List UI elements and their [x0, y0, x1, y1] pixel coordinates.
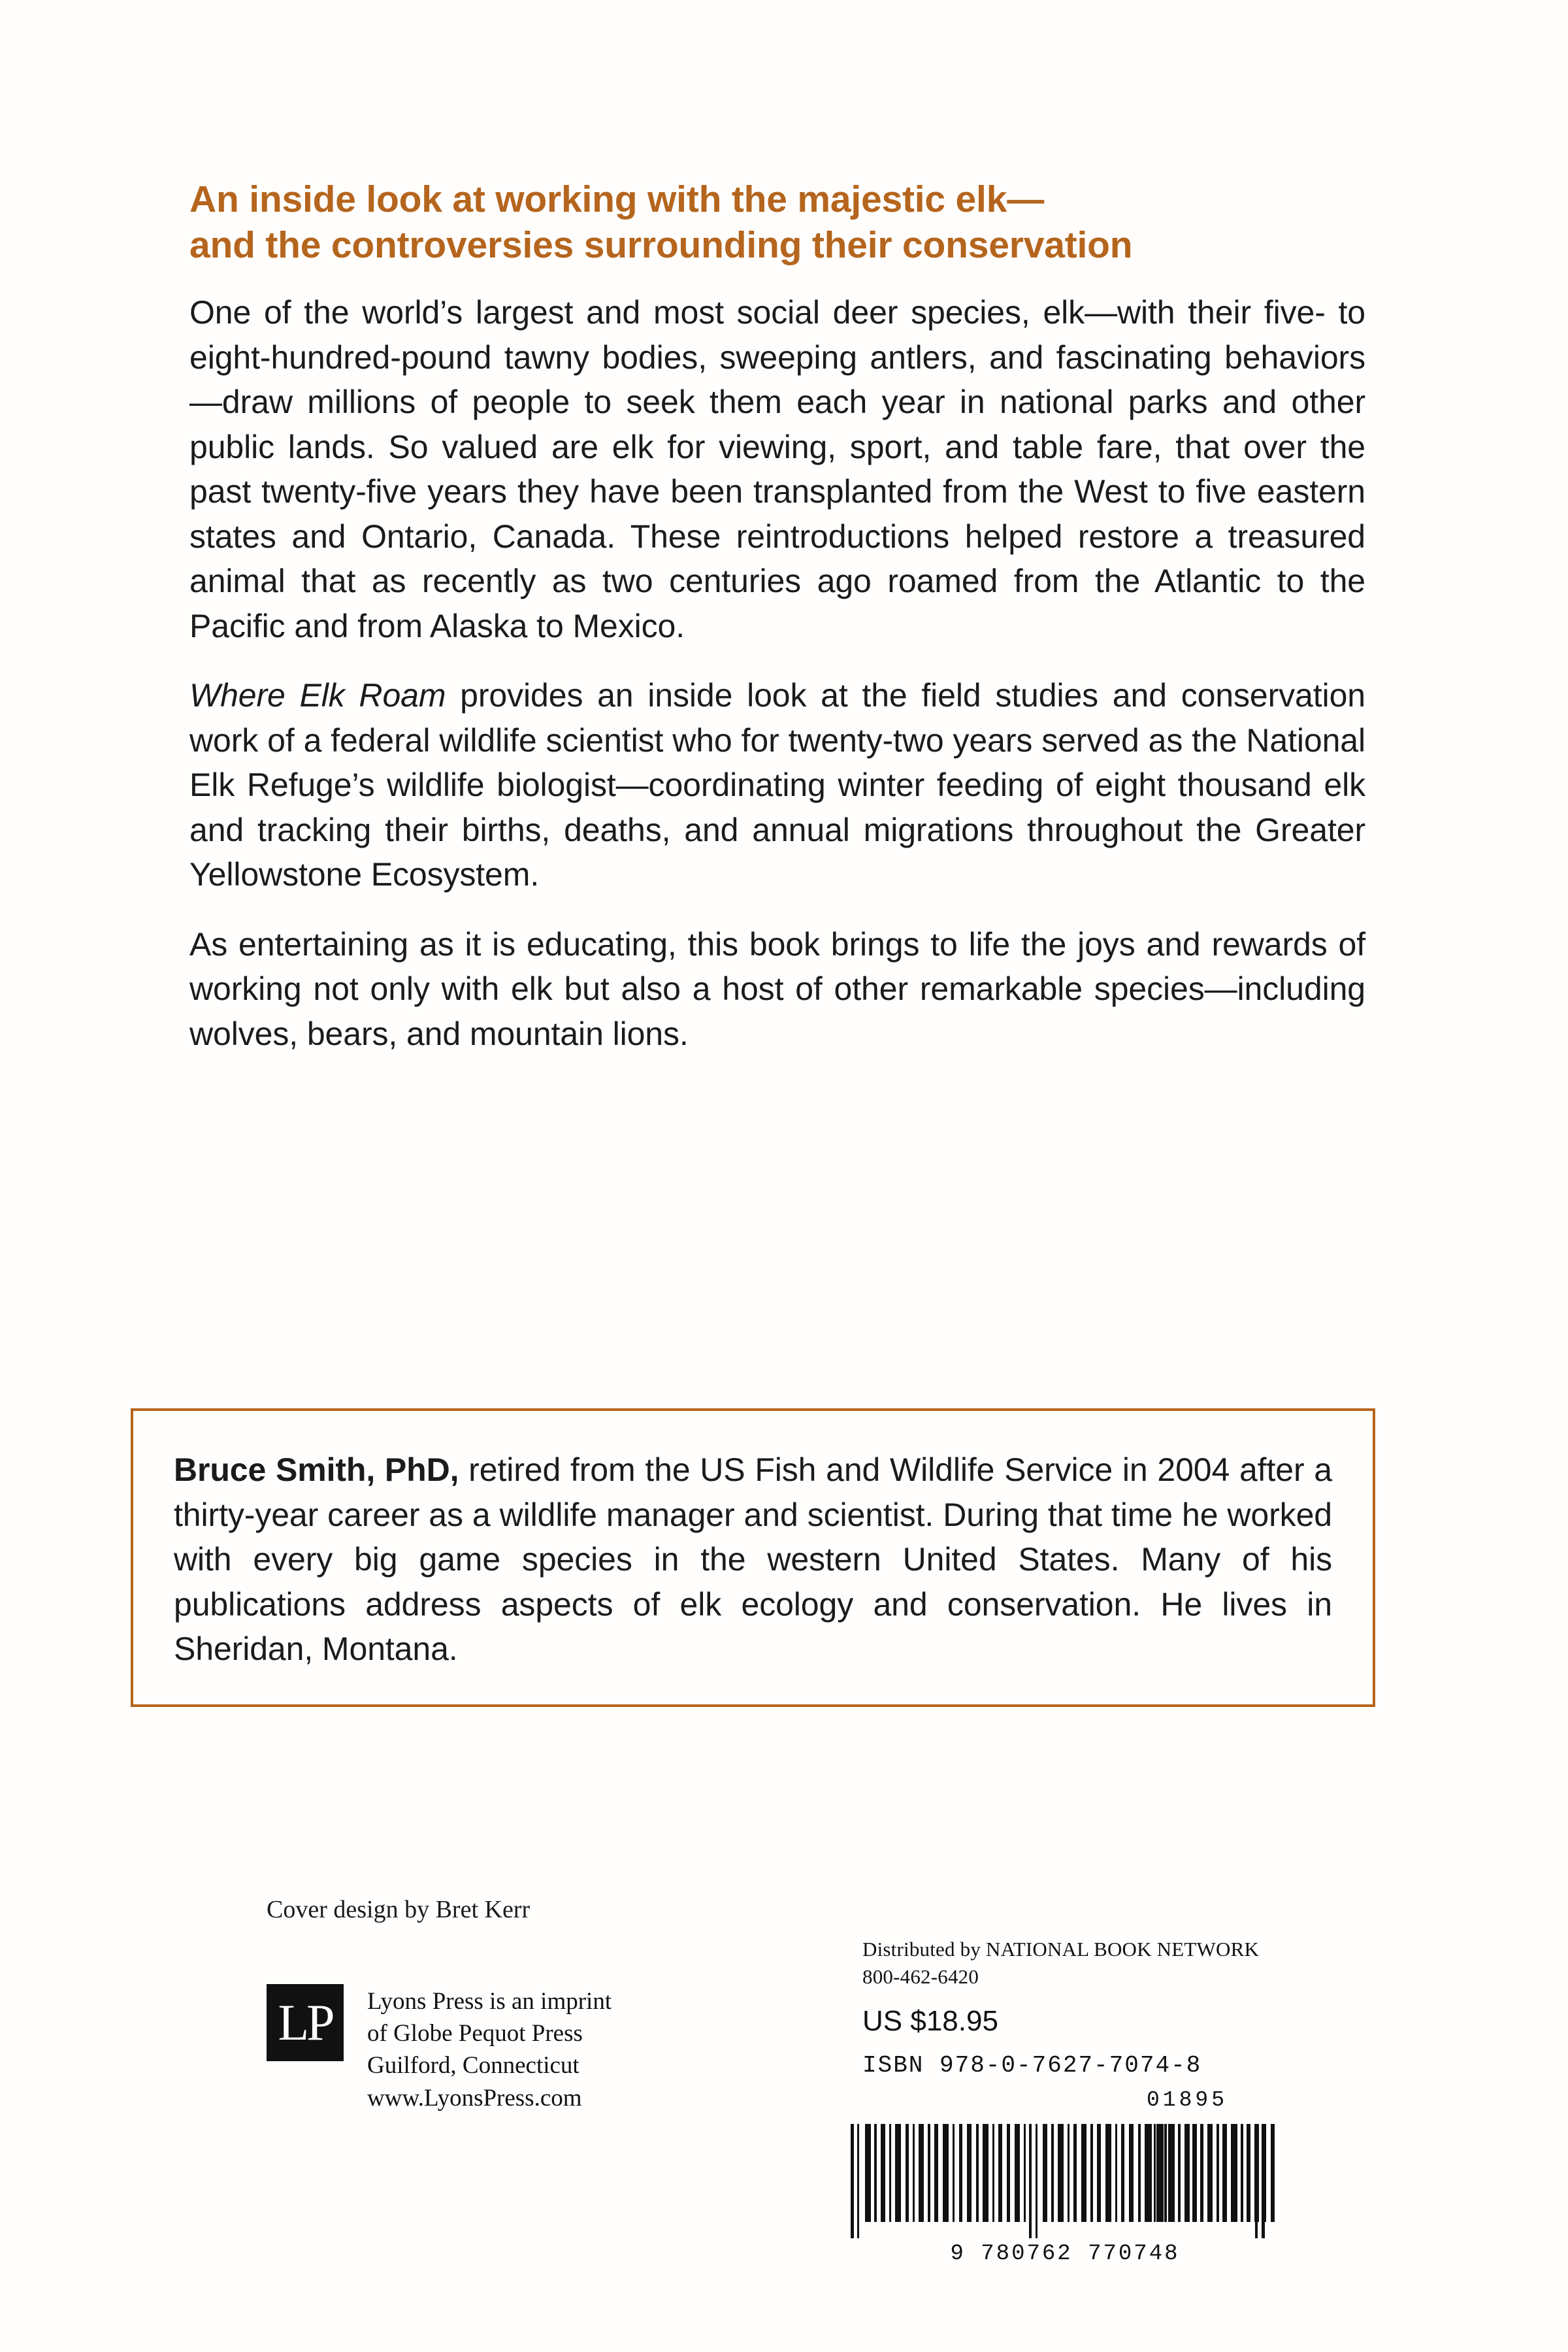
author-bio-text	[174, 1448, 1332, 1672]
book-title-italic: Where Elk Roam	[189, 677, 446, 714]
author-name: Bruce Smith, PhD,	[174, 1451, 459, 1488]
publisher-line-2: of Globe Pequot Press	[367, 2020, 583, 2047]
page-title	[189, 176, 1365, 268]
publisher-block	[267, 1984, 612, 2114]
author-bio-rest: retired from the US Fish and Wildlife Service in 2004 after a thirty-year career as a wildlife manager and scientist. During that time he worked with every big game species in the western United States. Many of his publications address aspects of elk ecology and conservation. He lives in Sheridan, Montana.	[174, 1451, 1332, 1667]
isbn-label: ISBN 978-0-7627-7074-8	[862, 2052, 1202, 2079]
publisher-address	[367, 1984, 612, 2114]
publisher-line-1: Lyons Press is an imprint	[367, 1988, 612, 2015]
price-label: US $18.95	[862, 2005, 998, 2037]
barcode-addon-icon	[1143, 2124, 1281, 2222]
headline-line-2: and the controversies surrounding their conservation	[189, 224, 1133, 267]
lyons-press-logo: LP	[267, 1984, 344, 2061]
paragraph-2	[189, 673, 1365, 897]
paragraph-3: As entertaining as it is educating, this book brings to life the joys and rewards of working not only with elk but also a host of other remarkable species—including wolves, bears, and mountain lions.	[189, 925, 1365, 1052]
author-bio-box	[131, 1408, 1375, 1707]
distributor-phone: 800-462-6420	[862, 1964, 979, 1988]
paragraph-1: One of the world’s largest and most social deer species, elk—with their five- to eight-hundred-pound tawny bodies, sweeping antlers, and fascinating behaviors—draw millions of people to seek them each year in national parks and other public lands. So valued are elk for viewing, sport, and table fare, that over the past twenty-five years they have been transplanted from the West to five eastern states and Ontario, Canada. These reintroductions helped restore a treasured animal that as recently as two centuries ago roamed from the Atlantic to the Pacific and from Alaska to Mexico.	[189, 294, 1365, 644]
footer	[0, 1863, 1568, 2352]
main-copy	[189, 176, 1365, 1056]
isbn-addon-label: 01895	[1147, 2088, 1228, 2112]
publisher-line-3: Guilford, Connecticut	[367, 2052, 580, 2079]
paragraph-2-rest: provides an inside look at the field studies and conservation work of a federal wildlife scientist who for twenty-two years served as the National Elk Refuge’s wildlife biologist—coordinating winter feeding of eight thousand elk and tracking their births, deaths, and annual migrations throughout the Greater Yellowstone Ecosystem.	[189, 677, 1365, 893]
distributor-block	[862, 1936, 1259, 1991]
publisher-website[interactable]: www.LyonsPress.com	[367, 2084, 582, 2112]
barcode-digits: 9 780762 770748	[950, 2242, 1180, 2266]
cover-design-credit: Cover design by Bret Kerr	[267, 1896, 531, 1923]
headline-line-1: An inside look at working with the majestic elk—	[189, 178, 1044, 220]
distributor-name: Distributed by NATIONAL BOOK NETWORK	[862, 1938, 1260, 1961]
